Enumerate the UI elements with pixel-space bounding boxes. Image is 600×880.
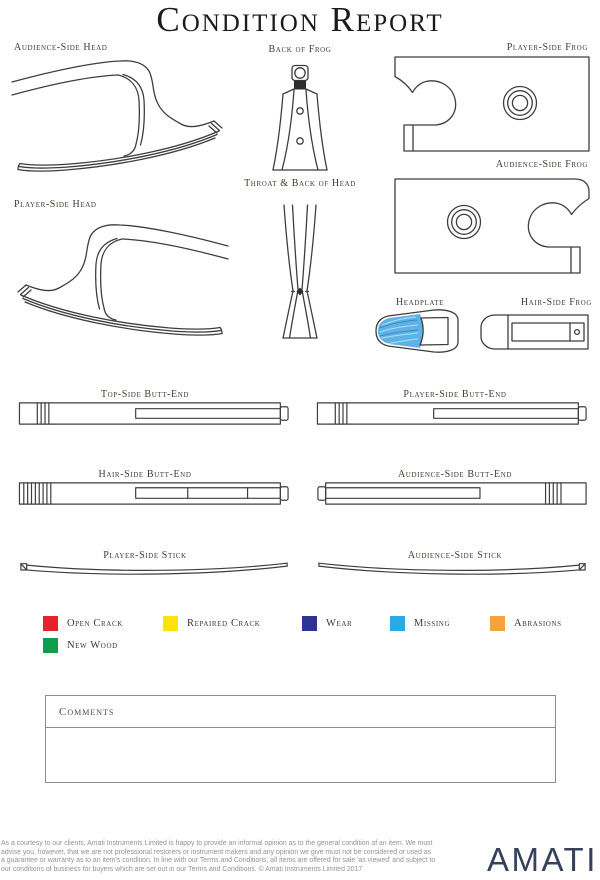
- label-audience-side-frog: Audience-Side Frog: [495, 159, 588, 170]
- legend-label: Abrasions: [514, 618, 562, 629]
- legend-item-abrasions: [490, 616, 562, 631]
- label-hair-side-butt-end: Hair-Side Butt-End: [98, 469, 192, 480]
- legend-label: Missing: [414, 618, 451, 629]
- button-cap: [280, 407, 288, 421]
- label-back-of-frog: Back of Frog: [268, 44, 332, 55]
- legend-label: Repaired Crack: [187, 618, 261, 629]
- frog-pin: [575, 330, 580, 335]
- label-audience-side-head: Audience-Side Head: [14, 42, 108, 53]
- back-of-frog-diagram: [271, 64, 329, 176]
- label-headplate: Headplate: [395, 297, 444, 308]
- label-audience-side-stick: Audience-Side Stick: [407, 550, 503, 561]
- disclaimer-line: As a courtesy to our clients, Amati Instruments Limited is happy to provide an informal opinion as to the general condition of an item. We must: [1, 840, 433, 847]
- comments-header: [46, 696, 555, 728]
- comments-section: [45, 695, 556, 783]
- headplate-diagram: [366, 306, 464, 356]
- label-player-side-stick: Player-Side Stick: [103, 550, 187, 561]
- comments-label: Comments: [59, 705, 115, 718]
- player-side-butt-end-diagram: [316, 399, 588, 428]
- disclaimer-line: a guarantee or warranty as to an item's condition. In line with our Terms and Conditions, all items are offered for sale 'as viewed' and subject to: [1, 857, 436, 865]
- frog-eyelet: [297, 138, 303, 144]
- winding-lines: [37, 403, 49, 424]
- audience-side-head-diagram: [8, 56, 228, 174]
- button-cap: [578, 407, 586, 421]
- button-cap: [280, 487, 288, 501]
- frog-eye: [504, 87, 537, 120]
- legend-label: Wear: [326, 618, 353, 629]
- label-player-side-head: Player-Side Head: [14, 199, 97, 210]
- legend-item-open-crack: [43, 616, 123, 631]
- label-top-side-butt-end: Top-Side Butt-End: [100, 389, 190, 400]
- disclaimer-line: advise you, however, that we are not professional restorers or instrument makers and any opinion we give must not be considered or used as: [1, 848, 432, 856]
- winding-lines: [24, 483, 51, 504]
- legend-item-wear: [302, 616, 352, 631]
- disclaimer-text: [1, 840, 471, 874]
- frog-eye: [448, 206, 481, 239]
- legend-swatch-open-crack: [43, 616, 58, 631]
- legend-label: Open Crack: [67, 618, 123, 629]
- legend-swatch-missing: [390, 616, 405, 631]
- audience-side-butt-end-diagram: [316, 479, 588, 508]
- audience-side-stick-diagram: [316, 560, 588, 578]
- winding-lines: [546, 483, 561, 504]
- hair-side-butt-end-diagram: [18, 479, 290, 508]
- comments-input-area[interactable]: [46, 728, 555, 783]
- legend-item-missing: [390, 616, 450, 631]
- legend-item-new-wood: [43, 638, 118, 653]
- label-player-side-butt-end: Player-Side Butt-End: [403, 389, 507, 400]
- label-throat-back-of-head: Throat & Back of Head: [244, 178, 356, 189]
- frog-slide: [512, 323, 584, 341]
- player-side-stick-diagram: [18, 560, 290, 578]
- player-side-head-diagram: [12, 220, 232, 338]
- legend-swatch-wear: [302, 616, 317, 631]
- legend-item-repaired-crack: [163, 616, 260, 631]
- legend-swatch-repaired-crack: [163, 616, 178, 631]
- frog-ferrule: [294, 81, 306, 90]
- amati-logo: AMATI: [487, 841, 598, 878]
- legend-label: New Wood: [67, 640, 118, 651]
- label-audience-side-butt-end: Audience-Side Butt-End: [397, 469, 513, 480]
- legend-swatch-new-wood: [43, 638, 58, 653]
- disclaimer-line: our conditions of business for buyers which are set out in our Terms and Conditions. © Amati Instruments Limited 2017: [1, 865, 363, 873]
- legend-swatch-abrasions: [490, 616, 505, 631]
- button-cap: [318, 487, 326, 501]
- label-player-side-frog: Player-Side Frog: [506, 42, 588, 53]
- page-title: Condition Report: [156, 0, 444, 39]
- label-hair-side-frog: Hair-Side Frog: [520, 297, 592, 308]
- top-side-butt-end-diagram: [18, 399, 290, 428]
- frog-eyelet: [297, 108, 303, 114]
- hair-side-frog-diagram: [478, 312, 592, 352]
- winding-lines: [335, 403, 347, 424]
- audience-side-frog-diagram: [392, 176, 592, 276]
- throat-back-of-head-diagram: [278, 194, 322, 344]
- player-side-frog-diagram: [392, 54, 592, 154]
